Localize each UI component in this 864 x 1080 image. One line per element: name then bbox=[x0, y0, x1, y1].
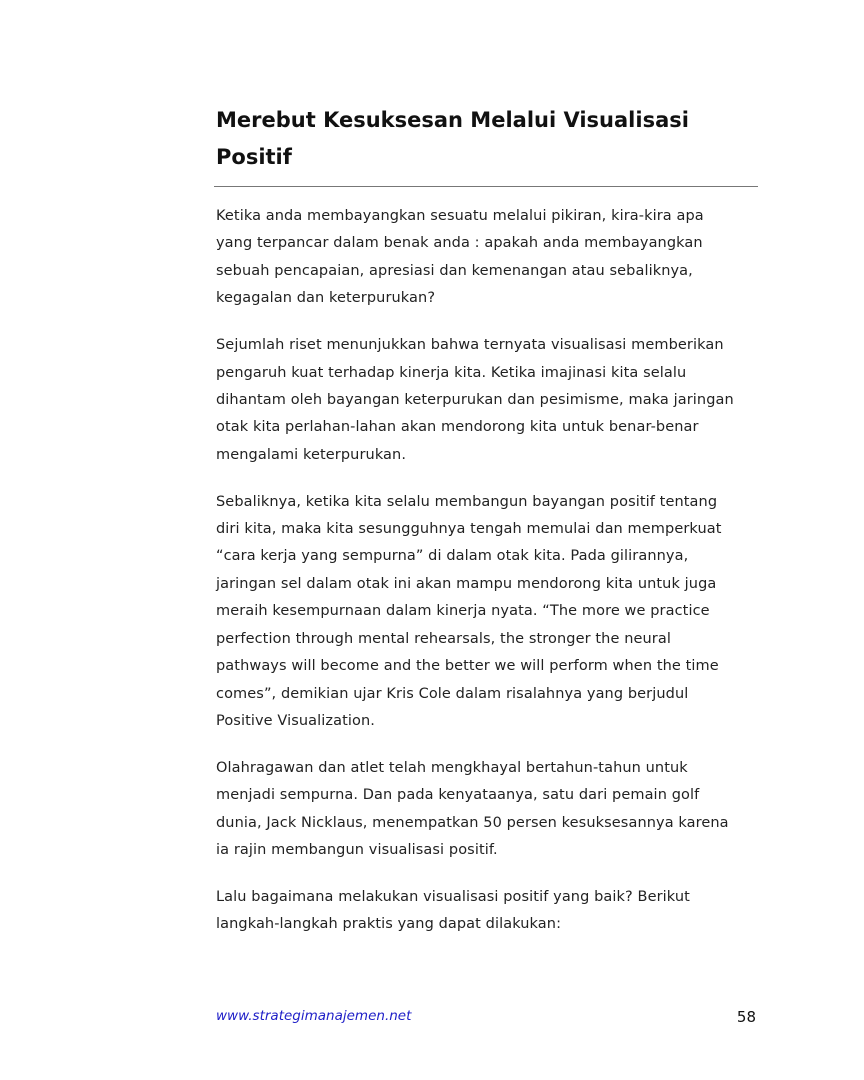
page-number: 58 bbox=[736, 1008, 756, 1026]
text-line: perfection through mental rehearsals, the stronger the neural bbox=[216, 630, 671, 647]
footer-website-link[interactable]: www.strategimanajemen.net bbox=[216, 1008, 412, 1024]
title-divider bbox=[214, 186, 758, 187]
text-line: diri kita, maka kita sesungguhnya tengah memulai dan memperkuat bbox=[216, 521, 722, 538]
text-line: jaringan sel dalam otak ini akan mampu mendorong kita untuk juga bbox=[216, 575, 717, 592]
text-line: pengaruh kuat terhadap kinerja kita. Ketika imajinasi kita selalu bbox=[216, 364, 687, 381]
text-line: kegagalan dan keterpurukan? bbox=[216, 290, 436, 307]
text-line: dunia, Jack Nicklaus, menempatkan 50 persen kesuksesannya karena bbox=[216, 814, 729, 831]
text-line: sebuah pencapaian, apresiasi dan kemenangan atau sebaliknya, bbox=[216, 262, 693, 279]
page-title-line: Merebut Kesuksesan Melalui Visualisasi bbox=[216, 108, 689, 132]
article-body bbox=[216, 203, 776, 958]
text-line: dihantam oleh bayangan keterpurukan dan pesimisme, maka jaringan bbox=[216, 391, 734, 408]
text-line: yang terpancar dalam benak anda : apakah anda membayangkan bbox=[216, 235, 703, 252]
page-title-line: Positif bbox=[216, 145, 292, 169]
text-line: comes”, demikian ujar Kris Cole dalam risalahnya yang berjudul bbox=[216, 685, 689, 702]
text-line: Ketika anda membayangkan sesuatu melalui pikiran, kira-kira apa bbox=[216, 208, 704, 224]
text-line: mengalami keterpurukan. bbox=[216, 446, 407, 463]
text-line: Sebaliknya, ketika kita selalu membangun bayangan positif tentang bbox=[216, 493, 718, 510]
text-line: Positive Visualization. bbox=[216, 712, 376, 729]
text-line: Olahragawan dan atlet telah mengkhayal bertahun-tahun untuk bbox=[216, 759, 688, 776]
paragraph bbox=[216, 884, 776, 939]
text-line: menjadi sempurna. Dan pada kenyataanya, satu dari pemain golf bbox=[216, 787, 700, 804]
text-line: ia rajin membangun visualisasi positif. bbox=[216, 842, 498, 859]
paragraph bbox=[216, 203, 776, 313]
paragraph bbox=[216, 755, 776, 865]
page-title bbox=[216, 102, 756, 176]
text-line: Lalu bagaimana melakukan visualisasi positif yang baik? Berikut bbox=[216, 888, 690, 905]
paragraph bbox=[216, 489, 776, 736]
text-line: pathways will become and the better we will perform when the time bbox=[216, 658, 719, 675]
text-line: langkah-langkah praktis yang dapat dilakukan: bbox=[216, 916, 562, 933]
text-line: otak kita perlahan-lahan akan mendorong kita untuk benar-benar bbox=[216, 419, 699, 436]
text-line: Sejumlah riset menunjukkan bahwa ternyata visualisasi memberikan bbox=[216, 337, 724, 354]
text-line: meraih kesempurnaan dalam kinerja nyata. “The more we practice bbox=[216, 603, 710, 620]
paragraph bbox=[216, 332, 776, 469]
text-line: “cara kerja yang sempurna” di dalam otak kita. Pada gilirannya, bbox=[216, 548, 689, 565]
